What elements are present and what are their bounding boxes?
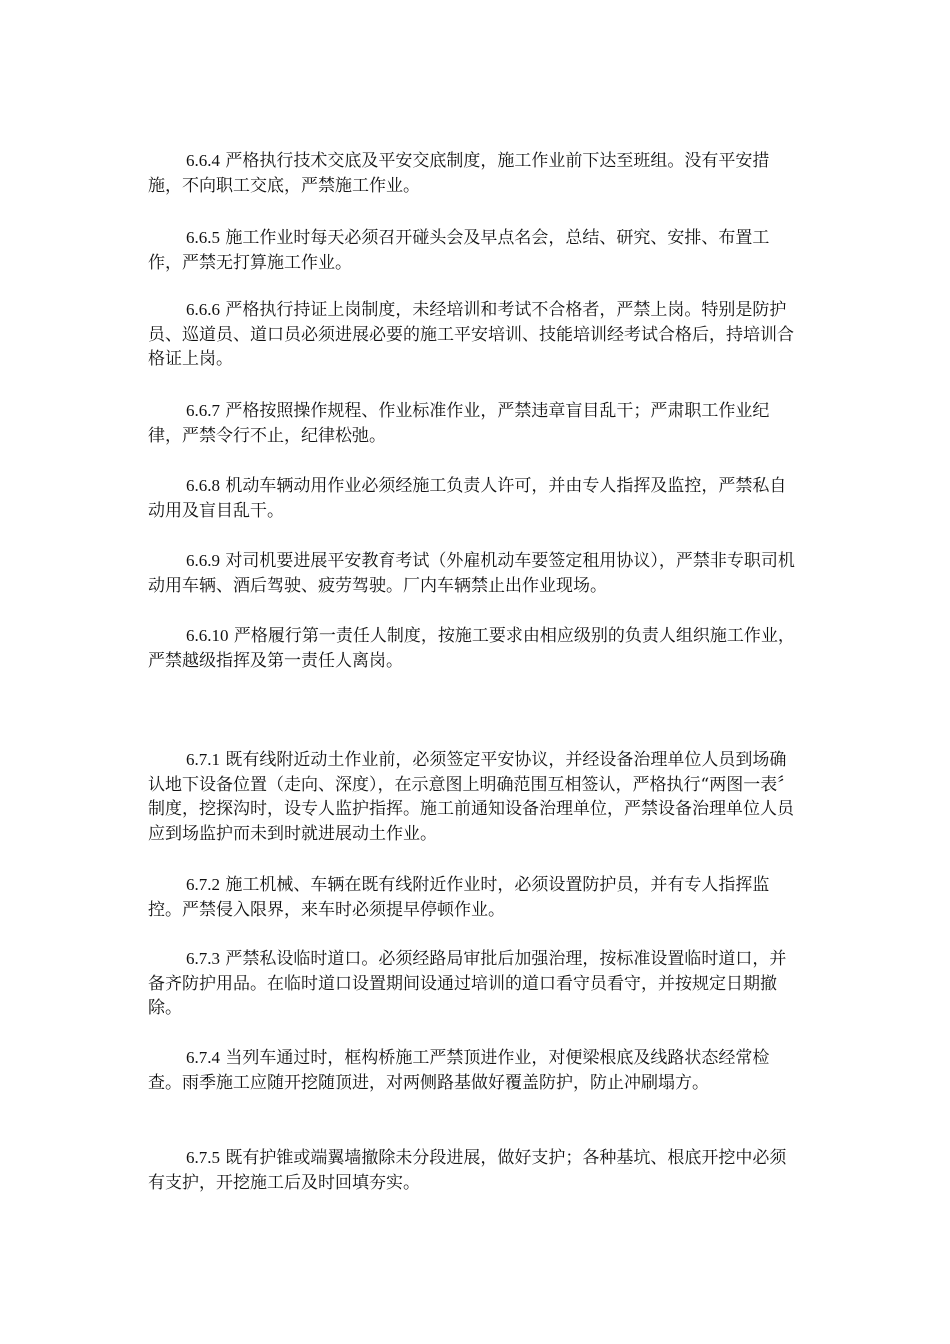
paragraph-6-6-7	[148, 399, 802, 448]
clause-text: 施工机械、车辆在既有线附近作业时，必须设置防护员，并有专人指挥监控。严禁侵入限界，来车时必须提早停顿作业。	[148, 875, 770, 920]
clause-number: 6.6.10	[186, 626, 229, 645]
clause-number: 6.6.9	[186, 551, 220, 570]
clause-number: 6.7.1	[186, 750, 220, 769]
paragraph-6-7-4	[148, 1046, 802, 1095]
clause-number: 6.7.4	[186, 1048, 220, 1067]
paragraph-6-6-6	[148, 298, 802, 372]
clause-text: 严格执行持证上岗制度，未经培训和考试不合格者，严禁上岗。特别是防护员、巡道员、道口员必须进展必要的施工平安培训、技能培训经考试合格后，持培训合格证上岗。	[148, 300, 794, 369]
clause-text: 严格按照操作规程、作业标准作业，严禁违章盲目乱干；严肃职工作业纪律，严禁令行不止，纪律松弛。	[148, 401, 770, 446]
clause-number: 6.7.5	[186, 1148, 220, 1167]
paragraph-6-6-9	[148, 549, 802, 598]
clause-number: 6.7.3	[186, 949, 220, 968]
clause-number: 6.6.7	[186, 401, 220, 420]
paragraph-6-6-4	[148, 149, 802, 198]
clause-text: 既有线附近动土作业前，必须签定平安协议，并经设备治理单位人员到场确认地下设备位置（走向、深度），在示意图上明确范围互相签认，严格执行“两图一表〞制度，挖探沟时，设专人监护指挥。施工前通知设备治理单位，严禁设备治理单位人员应到场监护而未到时就进展动土作业。	[148, 750, 795, 844]
clause-number: 6.7.2	[186, 875, 220, 894]
clause-number: 6.6.8	[186, 476, 220, 495]
paragraph-6-6-8	[148, 474, 802, 523]
clause-text: 施工作业时每天必须召开碰头会及早点名会，总结、研究、安排、布置工作，严禁无打算施工作业。	[148, 228, 770, 273]
paragraph-6-7-5	[148, 1146, 802, 1195]
paragraph-6-7-1	[148, 748, 802, 846]
clause-text: 严格履行第一责任人制度，按施工要求由相应级别的负责人组织施工作业，严禁越级指挥及第一责任人离岗。	[148, 626, 795, 671]
clause-text: 机动车辆动用作业必须经施工负责人许可，并由专人指挥及监控，严禁私自动用及盲目乱干。	[148, 476, 787, 521]
paragraph-6-7-2	[148, 873, 802, 922]
clause-text: 严禁私设临时道口。必须经路局审批后加强治理，按标准设置临时道口，并备齐防护用品。在临时道口设置期间设通过培训的道口看守员看守，并按规定日期撤除。	[148, 949, 787, 1018]
clause-text: 当列车通过时，框构桥施工严禁顶进作业，对便梁根底及线路状态经常检查。雨季施工应随开挖随顶进，对两侧路基做好覆盖防护，防止冲刷塌方。	[148, 1048, 770, 1093]
clause-text: 严格执行技术交底及平安交底制度，施工作业前下达至班组。没有平安措施，不向职工交底，严禁施工作业。	[148, 151, 770, 196]
clause-text: 对司机要进展平安教育考试（外雇机动车要签定租用协议），严禁非专职司机动用车辆、酒后驾驶、疲劳驾驶。厂内车辆禁止出作业现场。	[148, 551, 795, 596]
paragraph-6-6-5	[148, 226, 802, 275]
paragraph-6-7-3	[148, 947, 802, 1021]
clause-number: 6.6.5	[186, 228, 220, 247]
clause-text: 既有护锥或端翼墙撤除未分段进展，做好支护；各种基坑、根底开挖中必须有支护，开挖施工后及时回填夯实。	[148, 1148, 787, 1193]
clause-number: 6.6.6	[186, 300, 220, 319]
paragraph-6-6-10	[148, 624, 802, 673]
clause-number: 6.6.4	[186, 151, 220, 170]
